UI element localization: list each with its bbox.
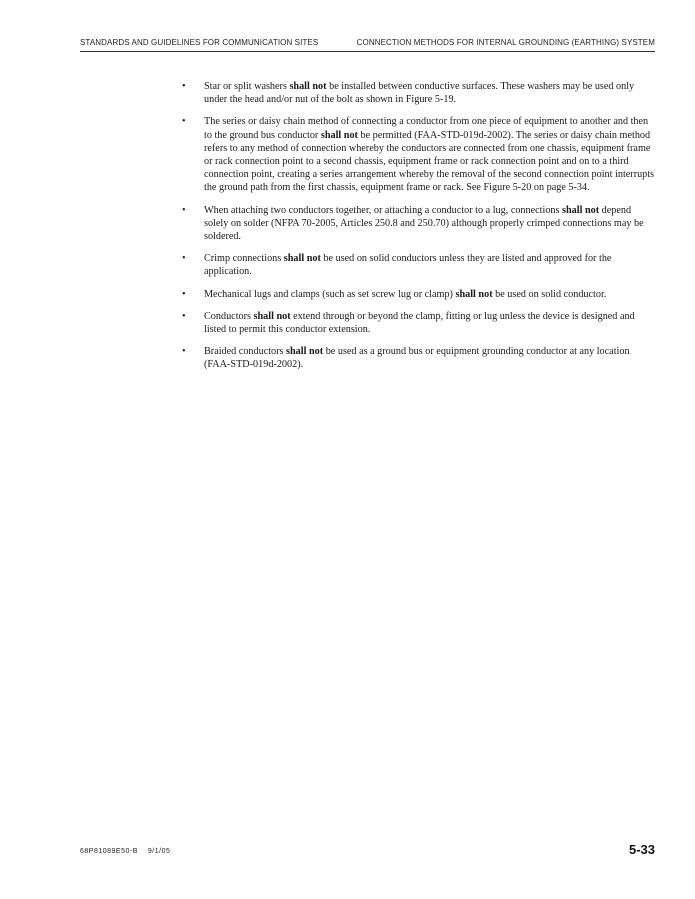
list-item: • Braided conductors shall not be used as a ground bus or equipment grounding conductor at any location (FAA-STD-019d-2002). — [182, 346, 630, 371]
bullet-marker: • — [182, 116, 186, 128]
bullet-marker: • — [182, 253, 186, 265]
doc-date: 9/1/05 — [147, 848, 171, 855]
emphasis-text: shall not — [455, 288, 493, 300]
header-left-title: STANDARDS AND GUIDELINES FOR COMMUNICATION SITES — [80, 38, 319, 47]
list-item: • Conductors shall not extend through or beyond the clamp, fitting or lug unless the device is designed and listed to permit this conductor extension. — [182, 310, 635, 336]
emphasis-text: shall not — [320, 129, 358, 141]
running-header — [80, 38, 655, 52]
emphasis-text: shall not — [283, 253, 321, 265]
bullet-marker: • — [182, 288, 186, 300]
list-item: • Star or split washers shall not be installed between conductive surfaces. These washers may be used only under the head and/or nut of the bolt as shown in Figure 5-19. — [182, 81, 635, 106]
emphasis-text: shall not — [286, 346, 324, 358]
header-rule — [80, 51, 655, 52]
bullet-marker: • — [182, 81, 186, 92]
bullet-marker: • — [182, 310, 186, 322]
header-right-title: CONNECTION METHODS FOR INTERNAL GROUNDING (EARTHING) SYSTEM — [356, 38, 655, 47]
bullet-marker: • — [182, 204, 186, 216]
requirements-list — [182, 80, 656, 381]
list-item: • Crimp connections shall not be used on solid conductors unless they are listed and approved for the application. — [182, 253, 612, 278]
page-number: 5-33 — [628, 842, 655, 857]
footer-doc-info — [80, 848, 180, 855]
list-item: • When attaching two conductors together, or attaching a conductor to a lug, connections shall not depend solely on solder (NFPA 70-2005, Articles 250.8 and 250.70) although properly crimped connections may be soldered. — [182, 204, 644, 243]
doc-number: 68P81089E50-B — [80, 848, 138, 855]
emphasis-text: shall not — [253, 310, 291, 322]
list-item: • The series or daisy chain method of connecting a conductor from one piece of equipment to another and then to the ground bus conductor shall not be permitted (FAA-STD-019d-2002). The series or daisy chain method refers to any method of connection whereby the conductors are connected from one chassis, equipment frame or rack connection point to a second chassis, equipment frame or rack connection point and on to a third connection point, creating a series arrangement whereby the removal of the second connection point interrupts the ground path from the first chassis, equipment frame or rack. See Figure 5-20 on page 5-34. — [182, 116, 655, 194]
emphasis-text: shall not — [562, 204, 600, 216]
list-item: • Mechanical lugs and clamps (such as set screw lug or clamp) shall not be used on solid conductor. — [182, 288, 607, 300]
bullet-marker: • — [182, 346, 186, 358]
emphasis-text: shall not — [289, 81, 327, 92]
